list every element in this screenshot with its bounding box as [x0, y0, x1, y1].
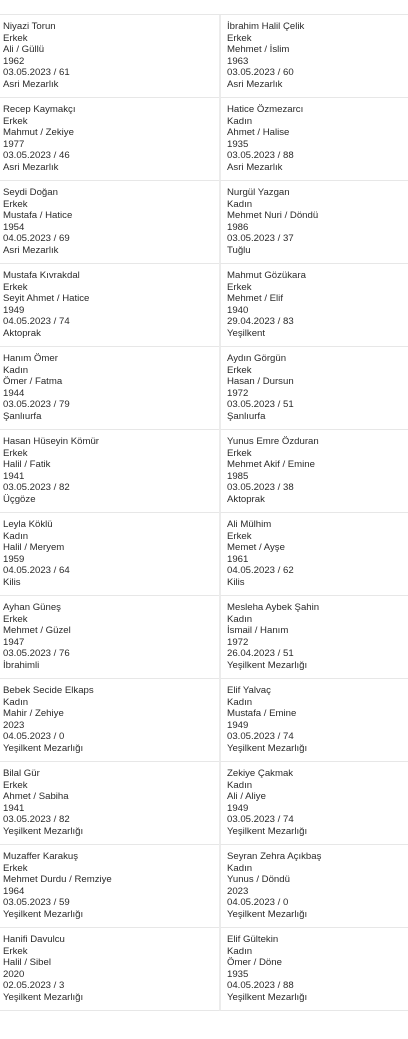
cemetery-name: Şanlıurfa: [3, 410, 42, 422]
record-card: [0, 679, 219, 762]
death-date-age: 03.05.2023 / 76: [3, 648, 70, 659]
record-card: [219, 513, 408, 596]
birth-year: 2020: [3, 968, 25, 980]
parents-names: Halil / Meryem: [3, 542, 65, 553]
gender: Erkek: [3, 862, 28, 874]
cemetery-name: Yeşilkent Mezarlığı: [227, 908, 308, 920]
gender: Erkek: [227, 364, 252, 376]
parents-names: Ahmet / Sabiha: [3, 791, 69, 802]
cemetery-name: Yeşilkent Mezarlığı: [227, 825, 308, 837]
parents-names: Ahmet / Halise: [227, 127, 290, 138]
parents-names: Mustafa / Emine: [227, 708, 297, 719]
parents-names: Seyit Ahmet / Hatice: [3, 293, 90, 304]
gender: Erkek: [3, 945, 28, 957]
cemetery-name: Yeşilkent Mezarlığı: [227, 742, 308, 754]
cemetery-name: Aktoprak: [227, 493, 265, 505]
cemetery-name: Asri Mezarlık: [227, 78, 283, 90]
cemetery-name: Yeşilkent Mezarlığı: [3, 825, 84, 837]
birth-year: 1959: [3, 553, 25, 565]
gender: Kadın: [227, 945, 253, 957]
death-date-age: 04.05.2023 / 62: [227, 565, 294, 576]
birth-year: 1954: [3, 221, 25, 233]
parents-names: Halil / Fatik: [3, 459, 51, 470]
gender: Erkek: [3, 613, 28, 625]
cemetery-name: Aktoprak: [3, 327, 41, 339]
parents-names: Mehmet / İslim: [227, 44, 290, 55]
parents-names: Halil / Sibel: [3, 957, 51, 968]
record-card: [219, 596, 408, 679]
record-card: [219, 98, 408, 181]
death-date-age: 03.05.2023 / 74: [227, 731, 294, 742]
parents-names: Ali / Aliye: [227, 791, 266, 802]
cemetery-name: Yeşilkent Mezarlığı: [227, 659, 308, 671]
record-card: [0, 513, 219, 596]
birth-year: 1949: [227, 802, 249, 814]
record-card: [0, 15, 219, 98]
top-divider: [0, 0, 408, 15]
cemetery-name: Asri Mezarlık: [3, 161, 59, 173]
parents-names: Mehmet Akif / Emine: [227, 459, 315, 470]
death-date-age: 03.05.2023 / 82: [3, 482, 70, 493]
record-card: [0, 181, 219, 264]
gender: Erkek: [3, 447, 28, 459]
person-name: Mahmut Gözükara: [227, 270, 306, 281]
death-date-age: 03.05.2023 / 60: [227, 67, 294, 78]
parents-names: Mehmet / Elif: [227, 293, 283, 304]
birth-year: 1961: [227, 553, 249, 565]
record-card: [219, 347, 408, 430]
person-name: Aydın Görgün: [227, 353, 287, 364]
death-date-age: 03.05.2023 / 59: [3, 897, 70, 908]
birth-year: 1986: [227, 221, 249, 233]
record-card: [0, 762, 219, 845]
birth-year: 1962: [3, 55, 25, 67]
birth-year: 1941: [3, 470, 25, 482]
person-name: Bilal Gür: [3, 768, 40, 779]
person-name: Elif Yalvaç: [227, 685, 271, 696]
records-grid: [0, 15, 408, 1011]
person-name: Recep Kaymakçı: [3, 104, 76, 115]
parents-names: Memet / Ayşe: [227, 542, 285, 553]
death-date-age: 04.05.2023 / 69: [3, 233, 70, 244]
cemetery-name: Yeşilkent: [227, 327, 266, 339]
birth-year: 1972: [227, 387, 249, 399]
birth-year: 1940: [227, 304, 249, 316]
gender: Kadın: [227, 862, 253, 874]
person-name: Hatice Özmezarcı: [227, 104, 304, 115]
parents-names: Mehmet Durdu / Remziye: [3, 874, 112, 885]
record-card: [0, 98, 219, 181]
record-card: [219, 845, 408, 928]
gender: Kadın: [227, 115, 253, 127]
death-date-age: 03.05.2023 / 46: [3, 150, 70, 161]
person-name: Hanım Ömer: [3, 353, 58, 364]
death-date-age: 03.05.2023 / 37: [227, 233, 294, 244]
gender: Kadın: [227, 779, 253, 791]
death-date-age: 29.04.2023 / 83: [227, 316, 294, 327]
death-date-age: 26.04.2023 / 51: [227, 648, 294, 659]
record-card: [219, 430, 408, 513]
person-name: Yunus Emre Özduran: [227, 436, 319, 447]
record-card: [219, 762, 408, 845]
person-name: Mesleha Aybek Şahin: [227, 602, 320, 613]
record-card: [0, 430, 219, 513]
death-date-age: 04.05.2023 / 88: [227, 980, 294, 991]
person-name: Hanifi Davulcu: [3, 934, 65, 945]
gender: Kadın: [227, 613, 253, 625]
cemetery-name: Yeşilkent Mezarlığı: [3, 742, 84, 754]
gender: Kadın: [227, 198, 253, 210]
cemetery-name: Asri Mezarlık: [3, 78, 59, 90]
gender: Kadın: [227, 696, 253, 708]
death-date-age: 03.05.2023 / 38: [227, 482, 294, 493]
person-name: Elif Gültekin: [227, 934, 279, 945]
birth-year: 1935: [227, 968, 249, 980]
birth-year: 1963: [227, 55, 249, 67]
birth-year: 1947: [3, 636, 25, 648]
gender: Erkek: [3, 281, 28, 293]
cemetery-name: Şanlıurfa: [227, 410, 266, 422]
birth-year: 2023: [3, 719, 25, 731]
record-card: [0, 264, 219, 347]
parents-names: Ali / Güllü: [3, 44, 45, 55]
parents-names: Ömer / Fatma: [3, 376, 63, 387]
record-card: [0, 596, 219, 679]
gender: Erkek: [3, 32, 28, 44]
death-date-age: 03.05.2023 / 61: [3, 67, 70, 78]
gender: Kadın: [3, 364, 29, 376]
cemetery-name: Asri Mezarlık: [227, 161, 283, 173]
birth-year: 1949: [227, 719, 249, 731]
death-date-age: 04.05.2023 / 0: [3, 731, 65, 742]
birth-year: 1944: [3, 387, 25, 399]
gender: Erkek: [227, 32, 252, 44]
person-name: Niyazi Torun: [3, 21, 56, 32]
death-date-age: 04.05.2023 / 0: [227, 897, 289, 908]
parents-names: Mahmut / Zekiye: [3, 127, 74, 138]
parents-names: Mahir / Zehiye: [3, 708, 64, 719]
person-name: Muzaffer Karakuş: [3, 851, 79, 862]
gender: Kadın: [3, 530, 29, 542]
cemetery-name: Kilis: [3, 576, 21, 588]
person-name: Nurgül Yazgan: [227, 187, 290, 198]
cemetery-name: Asri Mezarlık: [3, 244, 59, 256]
birth-year: 1949: [3, 304, 25, 316]
gender: Erkek: [3, 198, 28, 210]
cemetery-name: Yeşilkent Mezarlığı: [3, 991, 84, 1003]
parents-names: Mustafa / Hatice: [3, 210, 73, 221]
cemetery-name: Yeşilkent Mezarlığı: [3, 908, 84, 920]
person-name: Seydi Doğan: [3, 187, 58, 198]
parents-names: Hasan / Dursun: [227, 376, 294, 387]
cemetery-name: Üçgöze: [3, 493, 36, 505]
person-name: Bebek Secide Elkaps: [3, 685, 94, 696]
gender: Erkek: [227, 281, 252, 293]
birth-year: 1935: [227, 138, 249, 150]
record-card: [0, 928, 219, 1011]
gender: Erkek: [227, 447, 252, 459]
parents-names: Yunus / Döndü: [227, 874, 290, 885]
parents-names: Ömer / Döne: [227, 957, 282, 968]
parents-names: Mehmet / Güzel: [3, 625, 71, 636]
death-date-age: 04.05.2023 / 74: [3, 316, 70, 327]
death-date-age: 03.05.2023 / 51: [227, 399, 294, 410]
death-date-age: 04.05.2023 / 64: [3, 565, 70, 576]
cemetery-name: İbrahimli: [3, 659, 40, 671]
death-date-age: 03.05.2023 / 79: [3, 399, 70, 410]
birth-year: 1941: [3, 802, 25, 814]
death-date-age: 03.05.2023 / 88: [227, 150, 294, 161]
record-card: [219, 15, 408, 98]
person-name: Ayhan Güneş: [3, 602, 61, 613]
record-card: [219, 264, 408, 347]
birth-year: 1972: [227, 636, 249, 648]
gender: Erkek: [3, 779, 28, 791]
cemetery-name: Yeşilkent Mezarlığı: [227, 991, 308, 1003]
record-card: [219, 181, 408, 264]
person-name: İbrahim Halil Çelik: [227, 21, 305, 32]
person-name: Hasan Hüseyin Kömür: [3, 436, 99, 447]
death-date-age: 03.05.2023 / 82: [3, 814, 70, 825]
birth-year: 1964: [3, 885, 25, 897]
gender: Erkek: [227, 530, 252, 542]
birth-year: 1985: [227, 470, 249, 482]
gender: Erkek: [3, 115, 28, 127]
death-date-age: 02.05.2023 / 3: [3, 980, 65, 991]
birth-year: 1977: [3, 138, 25, 150]
gender: Kadın: [3, 696, 29, 708]
record-card: [219, 928, 408, 1011]
birth-year: 2023: [227, 885, 249, 897]
record-card: [0, 347, 219, 430]
person-name: Leyla Köklü: [3, 519, 53, 530]
cemetery-name: Kilis: [227, 576, 245, 588]
record-card: [0, 845, 219, 928]
cemetery-name: Tuğlu: [227, 244, 251, 256]
person-name: Mustafa Kıvrakdal: [3, 270, 80, 281]
person-name: Zekiye Çakmak: [227, 768, 294, 779]
person-name: Ali Mülhim: [227, 519, 272, 530]
record-card: [219, 679, 408, 762]
person-name: Seyran Zehra Açıkbaş: [227, 851, 322, 862]
death-date-age: 03.05.2023 / 74: [227, 814, 294, 825]
parents-names: İsmail / Hanım: [227, 625, 289, 636]
parents-names: Mehmet Nuri / Döndü: [227, 210, 319, 221]
